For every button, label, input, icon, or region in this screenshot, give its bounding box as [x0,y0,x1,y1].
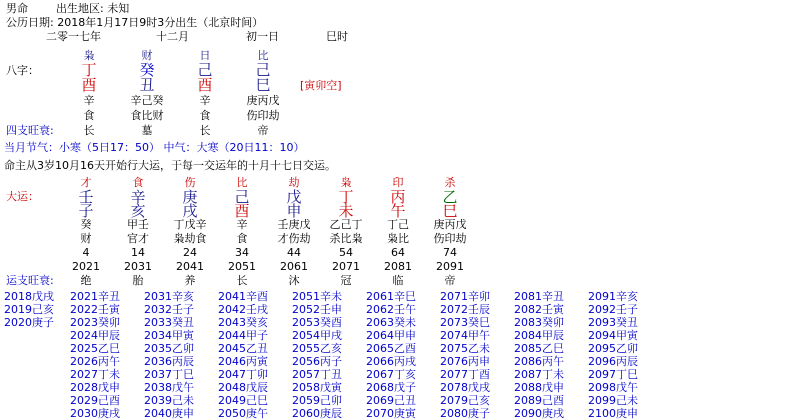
qiyun-line: 命主从3岁10月16天开始行大运，于每一交运年的十月十七日交运。 [4,159,336,172]
liunian-c5-r7: 2067丁亥 [366,368,416,381]
liunian-left-2: 2019己亥 [4,303,54,316]
dayun-gan-3: 庚 [182,188,198,206]
liunian-c4-r6: 2056丙子 [292,355,342,368]
jieqi-line: 当月节气：小寒（5日17：50） 中气：大寒（20日11：10） [4,141,305,154]
liunian-c8-r10: 2100庚申 [588,407,638,420]
liunian-c5-r2: 2062壬午 [366,303,416,316]
dayun-label: 大运： [6,190,39,203]
dayun-shishen-8: 杀 [444,176,456,189]
sizhi-wangshuai-spacer [292,123,382,138]
dayun-year-label-spacer [4,260,60,274]
lunar-day: 初一日 [246,30,279,43]
liunian-c8-r2: 2092壬子 [588,303,638,316]
liunian-c5-r8: 2068戊子 [366,381,416,394]
dayun-zhi-2: 亥 [130,202,146,220]
liunian-c1-r8: 2028戊申 [70,381,120,394]
liunian-c4-r3: 2053癸酉 [292,316,342,329]
liunian-c7-r5: 2085乙巳 [514,342,564,355]
dayun-cgss-2: 官才 [127,232,149,245]
bazi-gan-hour: 己 [255,61,271,79]
sizhi-wangshuai-day: 长 [199,124,211,137]
dayun-wangshuai-6: 冠 [340,274,352,287]
dayun-canggan-7: 丁己 [387,218,409,231]
liunian-left-3: 2020庚子 [4,316,54,329]
dayun-gan-1: 壬 [78,188,94,206]
liunian-c4-r5: 2055乙亥 [292,342,342,355]
liunian-c2-r4: 2034甲寅 [144,329,194,342]
liunian-c7-r8: 2088戊申 [514,381,564,394]
sizhi-wangshuai-year: 长 [83,124,95,137]
liunian-c2-r5: 2035乙卯 [144,342,194,355]
bazi-gan-day: 己 [197,61,213,79]
dayun-cgss-1: 财 [80,232,92,245]
dayun-year-3: 2041 [176,260,204,273]
dayun-wangshuai-5: 沐 [288,274,300,287]
dayun-gan-6: 丁 [338,188,354,206]
sizhi-wangshuai-label: 四支旺衰: [6,124,54,137]
dayun-canggan-shishen-row [4,232,800,246]
liunian-c3-r7: 2047丁卯 [218,368,268,381]
liunian-row [4,303,800,316]
dayun-zhi-5: 申 [286,202,302,220]
liunian-c6-r2: 2072壬辰 [440,303,490,316]
liunian-c1-r6: 2026丙午 [70,355,120,368]
liunian-c5-r1: 2061辛巳 [366,290,416,303]
liunian-c7-r1: 2081辛丑 [514,290,564,303]
liunian-row [4,407,800,420]
sizhi-wangshuai-month: 墓 [141,124,153,137]
dayun-canggan-label-spacer [4,218,60,232]
bazi-cgss-label-spacer [4,108,60,123]
bazi-cgss-year: 食 [83,109,95,122]
liunian-row [4,290,800,303]
liunian-c2-r10: 2040庚申 [144,407,194,420]
dayun-year-6: 2071 [332,260,360,273]
liunian-c1-r5: 2025乙巳 [70,342,120,355]
dayun-shishen-3: 伤 [184,176,196,189]
liunian-c5-r5: 2065乙酉 [366,342,416,355]
dayun-zhi-label-spacer [4,204,60,218]
liunian-c1-r10: 2030庚戌 [70,407,120,420]
dayun-wangshuai-4: 长 [236,274,248,287]
gregorian-date: 公历日期: 2018年1月17日9时3分出生（北京时间） [6,16,264,29]
dayun-shishen-7: 印 [392,176,404,189]
bazi-canggan-label-spacer [4,93,60,108]
bazi-canggan-shishen-row [4,108,800,123]
liunian-c1-r3: 2023癸卯 [70,316,120,329]
liunian-left-1: 2018戊戌 [4,290,54,303]
bazi-canggan-month: 辛己癸 [130,94,164,107]
liunian-c8-r1: 2091辛亥 [588,290,638,303]
liunian-c4-r9: 2059己卯 [292,394,342,407]
bazi-label: 八字： [6,64,39,77]
liunian-c2-r3: 2033癸丑 [144,316,194,329]
header-line-1 [2,2,800,16]
kongwang-label: [寅卯空] [300,79,342,92]
liunian-c3-r9: 2049己巳 [218,394,268,407]
dayun-canggan-3: 丁戊辛 [173,218,207,231]
dayun-zhi-row [4,204,800,218]
bazi-gan-row [4,63,800,78]
dayun-year-row [4,260,800,274]
liunian-c2-r9: 2039己未 [144,394,194,407]
dayun-shishen-4: 比 [236,176,248,189]
dayun-age-4: 34 [235,246,249,259]
dayun-shishen-label-spacer [4,176,60,190]
bazi-shishen-year: 枭 [83,49,95,62]
liunian-c3-r4: 2044甲子 [218,329,268,342]
liunian-c6-r4: 2074甲午 [440,329,490,342]
bazi-cgss-spacer [292,108,382,123]
liunian-c5-r3: 2063癸未 [366,316,416,329]
dayun-zhi-8: 巳 [442,202,458,220]
dayun-gan-4: 己 [234,188,250,206]
liunian-c7-r6: 2086丙午 [514,355,564,368]
dayun-cgss-5: 才伤劫 [277,232,311,245]
liunian-block [0,290,800,420]
liunian-c7-r3: 2083癸卯 [514,316,564,329]
liunian-c5-r9: 2069己丑 [366,394,416,407]
liunian-left-blank-10 [4,407,70,420]
liunian-c8-r4: 2094甲寅 [588,329,638,342]
liunian-c1-r4: 2024甲辰 [70,329,120,342]
liunian-c6-r1: 2071辛卯 [440,290,490,303]
liunian-c6-r3: 2073癸巳 [440,316,490,329]
lunar-date [2,30,800,44]
bazi-zhi-year: 酉 [81,76,97,94]
liunian-row [4,355,800,368]
bazi-cgss-month: 食比财 [130,109,164,122]
liunian-c2-r1: 2031辛亥 [144,290,194,303]
liunian-c6-r10: 2080庚子 [440,407,490,420]
liunian-c8-r5: 2095乙卯 [588,342,638,355]
liunian-c3-r3: 2043癸亥 [218,316,268,329]
dayun-year-8: 2091 [436,260,464,273]
liunian-left-blank-7 [4,368,70,381]
dayun-shishen-5: 劫 [288,176,300,189]
lunar-year: 二零一七年 [46,30,101,43]
dayun-wangshuai-label: 运支旺衰: [6,274,54,287]
dayun-shishen-2: 食 [132,176,144,189]
dayun-gan-2: 辛 [130,188,146,206]
sizhi-wangshuai-row [4,123,800,138]
liunian-c3-r1: 2041辛酉 [218,290,268,303]
dayun-canggan-6: 乙己丁 [329,218,363,231]
liunian-c5-r4: 2064甲申 [366,329,416,342]
bazi-gan-year: 丁 [81,61,97,79]
liunian-c3-r10: 2050庚午 [218,407,268,420]
dayun-gan-8: 乙 [442,188,458,206]
bazi-chart [0,48,800,138]
dayun-wangshuai-7: 临 [392,274,404,287]
dayun-zhi-4: 酉 [234,202,250,220]
liunian-c6-r7: 2077丁酉 [440,368,490,381]
dayun-cgss-7: 枭比 [387,232,409,245]
bazi-canggan-year: 辛 [83,94,95,107]
bazi-cgss-day: 食 [199,109,211,122]
dayun-gan-7: 丙 [390,188,406,206]
liunian-c2-r6: 2036丙辰 [144,355,194,368]
dayun-zhi-3: 戌 [182,202,198,220]
liunian-c4-r8: 2058戊寅 [292,381,342,394]
dayun-shishen-1: 才 [80,176,92,189]
dayun-canggan-2: 甲壬 [127,218,149,231]
liunian-c4-r2: 2052壬申 [292,303,342,316]
dayun-year-2: 2031 [124,260,152,273]
liunian-c8-r9: 2099己未 [588,394,638,407]
dayun-year-4: 2051 [228,260,256,273]
liunian-left-blank-6 [4,355,70,368]
liunian-c1-r9: 2029己酉 [70,394,120,407]
liunian-c8-r3: 2093癸丑 [588,316,638,329]
dayun-age-label-spacer [4,246,60,260]
bazi-zhi-hour: 巳 [255,76,271,94]
sizhi-wangshuai-hour: 帝 [257,124,269,137]
liunian-c7-r10: 2090庚戌 [514,407,564,420]
dayun-gan-5: 戊 [286,188,302,206]
bazi-zhi-label-spacer [4,78,60,93]
liunian-c6-r6: 2076丙申 [440,355,490,368]
dayun-age-1: 4 [82,246,90,259]
liunian-c1-r2: 2022壬寅 [70,303,120,316]
bazi-canggan-day: 辛 [199,94,211,107]
dayun-wangshuai-2: 胎 [132,274,144,287]
dayun-block [0,176,800,288]
bazi-shishen-hour: 比 [257,49,269,62]
dayun-zhi-6: 未 [338,202,354,220]
dayun-cgss-label-spacer [4,232,60,246]
liunian-c3-r5: 2045乙丑 [218,342,268,355]
dayun-shishen-6: 枭 [340,176,352,189]
dayun-wangshuai-3: 养 [184,274,196,287]
dayun-zhi-7: 午 [390,202,406,220]
liunian-c4-r7: 2057丁丑 [292,368,342,381]
dayun-wangshuai-1: 绝 [80,274,92,287]
liunian-c6-r5: 2075乙未 [440,342,490,355]
bazi-canggan-spacer [292,93,382,108]
dayun-canggan-4: 辛 [236,218,248,231]
liunian-c7-r9: 2089己酉 [514,394,564,407]
dayun-age-8: 74 [443,246,457,259]
liunian-c2-r7: 2037丁巳 [144,368,194,381]
gender-label: 男命 [6,2,28,15]
liunian-c5-r6: 2066丙戌 [366,355,416,368]
dayun-cgss-4: 食 [236,232,248,245]
liunian-c7-r4: 2084甲辰 [514,329,564,342]
bazi-zhi-day: 酉 [197,76,213,94]
liunian-row [4,368,800,381]
bazi-gan-month: 癸 [139,61,155,79]
liunian-c7-r7: 2087丁未 [514,368,564,381]
header-block [0,0,800,44]
birthplace-label: 出生地区: 未知 [56,2,130,15]
dayun-year-7: 2081 [384,260,412,273]
dayun-age-2: 14 [131,246,145,259]
liunian-c7-r2: 2082壬寅 [514,303,564,316]
liunian-c6-r8: 2078戊戌 [440,381,490,394]
bazi-shishen-day: 日 [199,49,211,62]
liunian-c3-r8: 2048戊辰 [218,381,268,394]
liunian-row [4,394,800,407]
liunian-c1-r7: 2027丁未 [70,368,120,381]
dayun-year-5: 2061 [280,260,308,273]
dayun-zhi-1: 子 [78,202,94,220]
lunar-hour: 巳时 [326,30,348,43]
bazi-gan-spacer [292,63,382,78]
liunian-c4-r10: 2060庚辰 [292,407,342,420]
bazi-zhi-month: 丑 [139,76,155,94]
liunian-row [4,316,800,329]
dayun-age-5: 44 [287,246,301,259]
liunian-left-blank-4 [4,329,70,342]
dayun-canggan-5: 壬庚戊 [277,218,311,231]
liunian-c6-r9: 2079己亥 [440,394,490,407]
liunian-row [4,329,800,342]
bazi-row-spacer [4,48,60,63]
liunian-c1-r1: 2021辛丑 [70,290,120,303]
liunian-c3-r2: 2042壬戌 [218,303,268,316]
liunian-c2-r2: 2032壬子 [144,303,194,316]
bazi-canggan-hour: 庚丙戊 [246,94,280,107]
liunian-left-blank-9 [4,394,70,407]
liunian-left-blank-5 [4,342,70,355]
dayun-age-3: 24 [183,246,197,259]
liunian-row [4,342,800,355]
dayun-canggan-row [4,218,800,232]
bazi-top-spacer [292,48,382,63]
liunian-c8-r6: 2096丙辰 [588,355,638,368]
dayun-wangshuai-8: 帝 [444,274,456,287]
liunian-c5-r10: 2070庚寅 [366,407,416,420]
dayun-age-6: 54 [339,246,353,259]
dayun-age-row [4,246,800,260]
dayun-cgss-8: 伤印劫 [433,232,467,245]
liunian-c3-r6: 2046丙寅 [218,355,268,368]
dayun-age-7: 64 [391,246,405,259]
liunian-c2-r8: 2038戊午 [144,381,194,394]
bazi-zhi-row [4,78,800,93]
dayun-wangshuai-row [4,274,800,288]
liunian-c8-r7: 2097丁巳 [588,368,638,381]
liunian-c4-r1: 2051辛未 [292,290,342,303]
liunian-left-blank-8 [4,381,70,394]
liunian-c4-r4: 2054甲戌 [292,329,342,342]
dayun-canggan-8: 庚丙戊 [433,218,467,231]
dayun-canggan-1: 癸 [80,218,92,231]
dayun-cgss-3: 枭劫食 [173,232,207,245]
bazi-shishen-top-row [4,48,800,63]
bazi-shishen-month: 财 [141,49,153,62]
bazi-cgss-hour: 伤印劫 [246,109,280,122]
liunian-c8-r8: 2098戊午 [588,381,638,394]
dayun-year-1: 2021 [72,260,100,273]
dayun-cgss-6: 杀比枭 [329,232,363,245]
bazi-canggan-row [4,93,800,108]
lunar-month: 十二月 [156,30,189,43]
liunian-row [4,381,800,394]
